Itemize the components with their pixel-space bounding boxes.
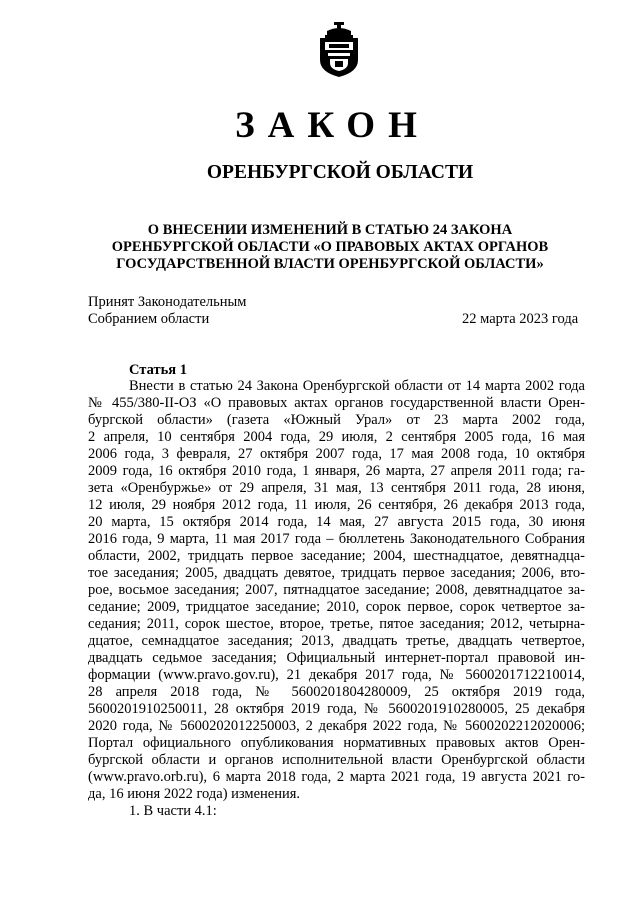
- body-line: двадцать седьмое заседания; Официальный интернет-портал правовой ин-: [88, 650, 585, 666]
- article-body: [88, 378, 585, 803]
- subject-line: ГОСУДАРСТВЕННОЙ ВЛАСТИ ОРЕНБУРГСКОЙ ОБЛАСТИ»: [116, 256, 544, 272]
- body-line: области, 2002, тридцать первое заседание; 2004, шестнадцатое, девятнадца-: [88, 548, 585, 564]
- article-title: Статья 1: [129, 362, 187, 378]
- body-line: Портал официального опубликования нормативных правовых актов Орен-: [88, 735, 585, 751]
- body-line: седания; 2011, сорок шестое, второе, третье, пятое заседания; 2012, четырна-: [88, 616, 585, 632]
- coat-of-arms-icon: [317, 22, 361, 78]
- law-subject: [80, 222, 580, 273]
- body-line: (www.pravo.orb.ru), 6 марта 2018 года, 2 марта 2021 года, 19 августа 2021 го-: [88, 769, 585, 785]
- adoption-authority: [88, 294, 246, 328]
- body-line: № 455/380-II-ОЗ «О правовых актах органов государственной власти Орен-: [88, 395, 585, 411]
- adoption-line: Собранием области: [88, 311, 210, 327]
- body-line: дцатое, семнадцатое заседания; 2013, двадцать третье, двадцать четвертое,: [88, 633, 585, 649]
- adoption-line: Принят Законодательным: [88, 294, 247, 310]
- body-line: 28 апреля 2018 года, № 5600201804280009, 25 октября 2019 года,: [88, 684, 585, 700]
- body-line: зета «Оренбуржье» от 29 апреля, 31 мая, 13 сентября 2011 года, 28 июня,: [88, 480, 585, 496]
- body-line: 2016 года, 9 марта, 11 мая 2017 года – бюллетень Законодательного Собрания: [88, 531, 585, 547]
- body-line: формации (www.pravo.gov.ru), 21 декабря 2017 года, № 5600201712210014,: [88, 667, 585, 683]
- body-line: Внести в статью 24 Закона Оренбургской области от 14 марта 2002 года: [129, 378, 585, 394]
- law-title: ЗАКОН: [235, 105, 430, 146]
- body-line: 20 марта, 15 октября 2014 года, 14 мая, 27 августа 2015 года, 30 июня: [88, 514, 585, 530]
- body-line: рое, восьмое заседания; 2007, пятнадцатое заседание; 2008, девятнадцатое за-: [88, 582, 585, 598]
- region-title: ОРЕНБУРГСКОЙ ОБЛАСТИ: [206, 162, 474, 183]
- body-line: тое заседания; 2005, двадцать девятое, тридцать первое заседания; 2006, вто-: [88, 565, 585, 581]
- article-item-1: 1. В части 4.1:: [129, 803, 217, 819]
- body-line: бургской области и органов исполнительной власти Оренбургской области: [88, 752, 585, 768]
- subject-line: ОРЕНБУРГСКОЙ ОБЛАСТИ «О ПРАВОВЫХ АКТАХ ОРГАНОВ: [111, 239, 549, 255]
- adoption-date: 22 марта 2023 года: [462, 311, 579, 327]
- body-line: бургской области» (газета «Южный Урал» от 23 марта 2002 года,: [88, 412, 585, 428]
- body-line: 2009 года, 16 октября 2010 года, 1 января, 26 марта, 27 апреля 2011 года; га-: [88, 463, 585, 479]
- body-line: 5600201910250011, 28 октября 2019 года, № 5600201910280005, 25 декабря: [88, 701, 585, 717]
- subject-line: О ВНЕСЕНИИ ИЗМЕНЕНИЙ В СТАТЬЮ 24 ЗАКОНА: [147, 222, 513, 238]
- body-line: 2006 года, 3 февраля, 27 октября 2007 года, 17 мая 2008 года, 10 октября: [88, 446, 585, 462]
- body-line: 2 апреля, 10 сентября 2004 года, 29 июля, 2 сентября 2005 года, 16 мая: [88, 429, 585, 445]
- body-line: 12 июля, 29 ноября 2012 года, 11 июля, 26 сентября, 26 декабря 2013 года,: [88, 497, 585, 513]
- body-line: да, 16 июня 2022 года) изменения.: [88, 786, 301, 802]
- body-line: седание; 2009, тридцатое заседание; 2010, сорок первое, сорок четвертое за-: [88, 599, 585, 615]
- body-line: 2020 года, № 5600202012250003, 2 декабря 2022 года, № 5600202212020006;: [88, 718, 585, 734]
